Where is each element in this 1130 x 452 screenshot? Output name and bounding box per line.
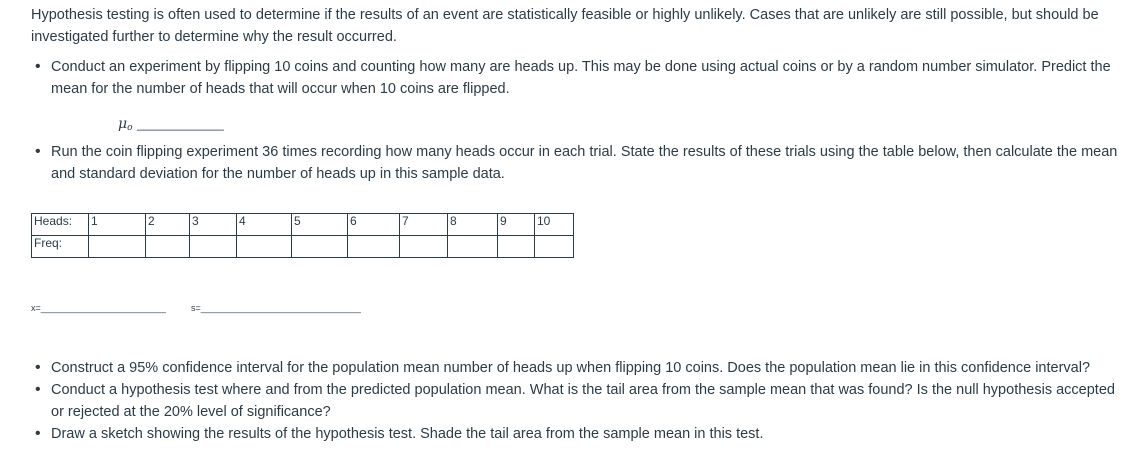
bullet-dot-icon: • [35,143,41,160]
bullet-text: Conduct a hypothesis test where and from the predicted population mean. What is the tail area from the sample mean that was found? Is the null hypothesis accepted or rejected at the 20% level of significance? [51,382,1115,420]
table-cell: 6 [348,214,400,236]
table-cell: 8 [448,214,498,236]
bullet-text: Conduct an experiment by flipping 10 coins and counting how many are heads up. This may be done using actual coins or by a random number simulator. Predict the mean for the number of heads that will occur when 10 coins are flipped. [51,59,1111,97]
heads-label-cell: Heads: [32,214,89,236]
table-cell: 9 [498,214,535,236]
freq-input-cell[interactable] [535,236,574,258]
frequency-table [31,213,574,258]
table-cell: 10 [535,214,574,236]
freq-input-cell[interactable] [146,236,190,258]
table-row [32,214,574,236]
xbar-label: x= [31,303,41,313]
table-cell: 5 [292,214,348,236]
table-cell: 4 [237,214,292,236]
sample-stats [31,303,361,313]
s-label: s= [190,303,201,313]
bullet-run-experiment [31,141,1126,185]
table-cell: 7 [400,214,448,236]
table-cell: 3 [190,214,237,236]
bullet-dot-icon: • [35,359,41,376]
bullet-confidence-interval [31,357,1126,379]
freq-input-cell[interactable] [292,236,348,258]
bullet-hypothesis-test [31,379,1126,423]
bullet-text: Run the coin flipping experiment 36 times recording how many heads occur in each trial. State the results of these trials using the table below, then calculate the mean and standard deviation for the number of heads up in this sample data. [51,144,1118,182]
freq-input-cell[interactable] [237,236,292,258]
bullet-text: Construct a 95% confidence interval for the population mean number of heads up when flipping 10 coins. Does the population mean lie in this confidence interval? [51,360,1091,376]
s-blank: ________________________________ [200,303,361,313]
table-cell: 1 [89,214,146,236]
mu-subscript: o [127,123,133,133]
table-cell: 2 [146,214,190,236]
freq-label-cell: Freq: [32,236,89,258]
freq-input-cell[interactable] [498,236,535,258]
intro-paragraph: Hypothesis testing is often used to determine if the results of an event are statistically feasible or highly unlikely. Cases that are unlikely are still possible, but should be investigated further to determine why the result occurred. [31,7,1099,45]
mu-blank: _____________ [136,117,224,131]
freq-input-cell[interactable] [348,236,400,258]
bullet-dot-icon: • [35,58,41,75]
bullet-dot-icon: • [35,381,41,398]
freq-input-cell[interactable] [89,236,146,258]
xbar-blank: _________________________ [40,303,166,313]
bullet-dot-icon: • [35,425,41,442]
bullet-text: Draw a sketch showing the results of the hypothesis test. Shade the tail area from the sample mean in this test. [51,426,764,442]
freq-input-cell[interactable] [400,236,448,258]
bullet-sketch [31,423,1126,445]
freq-input-cell[interactable] [448,236,498,258]
bullet-experiment [31,56,1126,100]
mu-symbol: μ [118,116,128,132]
freq-input-cell[interactable] [190,236,237,258]
table-row [32,236,574,258]
mu-prediction [118,116,224,133]
